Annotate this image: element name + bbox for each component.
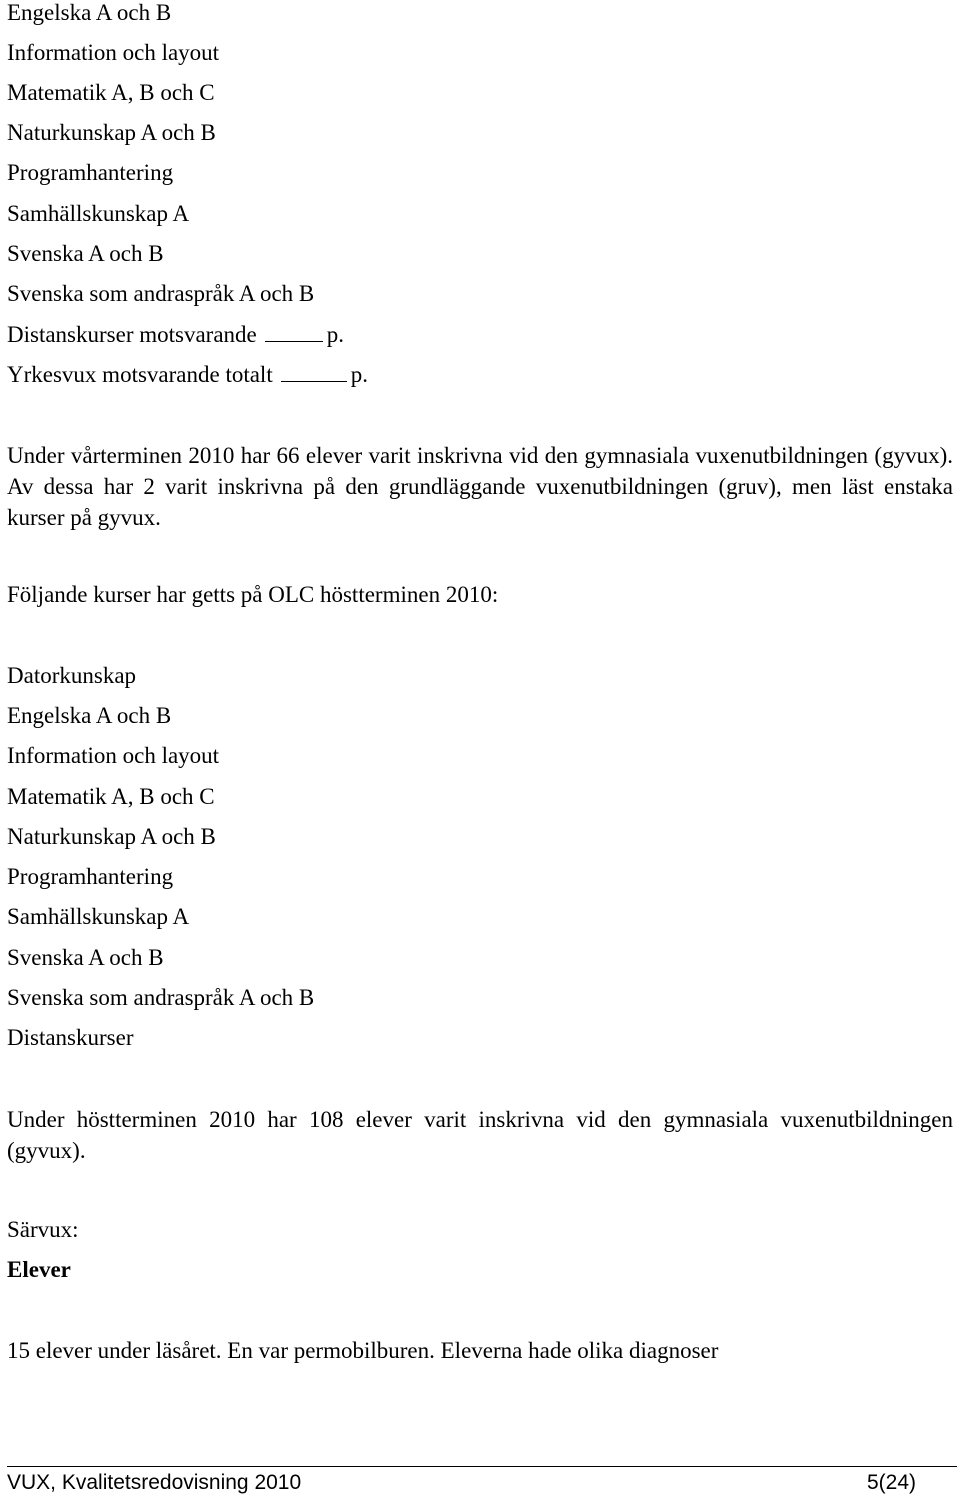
course-item: Samhällskunskap A bbox=[7, 904, 190, 929]
course-item: Matematik A, B och C bbox=[7, 80, 215, 105]
sarvux-heading: Särvux: bbox=[7, 1217, 79, 1242]
distance-courses-line bbox=[7, 320, 344, 350]
autumn-paragraph: Under höstterminen 2010 har 108 elever varit inskrivna vid den gymnasiala vuxenutbildningen (gyvux). bbox=[7, 1107, 953, 1163]
course-item: Svenska som andraspråk A och B bbox=[7, 281, 315, 306]
pupils-subheading: Elever bbox=[7, 1257, 71, 1282]
course-item: Svenska som andraspråk A och B bbox=[7, 985, 315, 1010]
points-suffix: p. bbox=[350, 362, 368, 387]
course-item: Naturkunskap A och B bbox=[7, 120, 216, 145]
course-item: Matematik A, B och C bbox=[7, 784, 215, 809]
vocational-courses-line bbox=[7, 360, 368, 390]
course-item: Naturkunskap A och B bbox=[7, 824, 216, 849]
course-item: Information och layout bbox=[7, 743, 220, 768]
course-item: Svenska A och B bbox=[7, 945, 164, 970]
footer-rule bbox=[7, 1466, 957, 1467]
course-item: Distanskurser bbox=[7, 1025, 134, 1050]
distance-courses-label: Distanskurser motsvarande bbox=[7, 322, 257, 347]
autumn-intro: Följande kurser har getts på OLC höstterminen 2010: bbox=[7, 582, 499, 607]
course-item: Engelska A och B bbox=[7, 703, 172, 728]
points-suffix: p. bbox=[326, 322, 344, 347]
course-item: Programhantering bbox=[7, 864, 174, 889]
footer-title: VUX, Kvalitetsredovisning 2010 bbox=[7, 1471, 302, 1494]
sarvux-text: 15 elever under läsåret. En var permobilburen. Eleverna hade olika diagnoser bbox=[7, 1338, 719, 1363]
course-item: Information och layout bbox=[7, 40, 220, 65]
course-item: Programhantering bbox=[7, 160, 174, 185]
course-item: Samhällskunskap A bbox=[7, 201, 190, 226]
course-item: Svenska A och B bbox=[7, 241, 164, 266]
vocational-courses-label: Yrkesvux motsvarande totalt bbox=[7, 362, 273, 387]
page-number: 5(24) bbox=[866, 1471, 916, 1494]
points-blank bbox=[281, 361, 347, 382]
course-item: Datorkunskap bbox=[7, 663, 137, 688]
spring-paragraph: Under vårterminen 2010 har 66 elever varit inskrivna vid den gymnasiala vuxenutbildningen (gyvux). Av dessa har 2 varit inskrivna på den grundläggande vuxenutbildningen (gruv), men läst enstaka kurser på gyvux. bbox=[7, 443, 953, 530]
points-blank bbox=[265, 321, 323, 342]
course-item: Engelska A och B bbox=[7, 0, 172, 25]
